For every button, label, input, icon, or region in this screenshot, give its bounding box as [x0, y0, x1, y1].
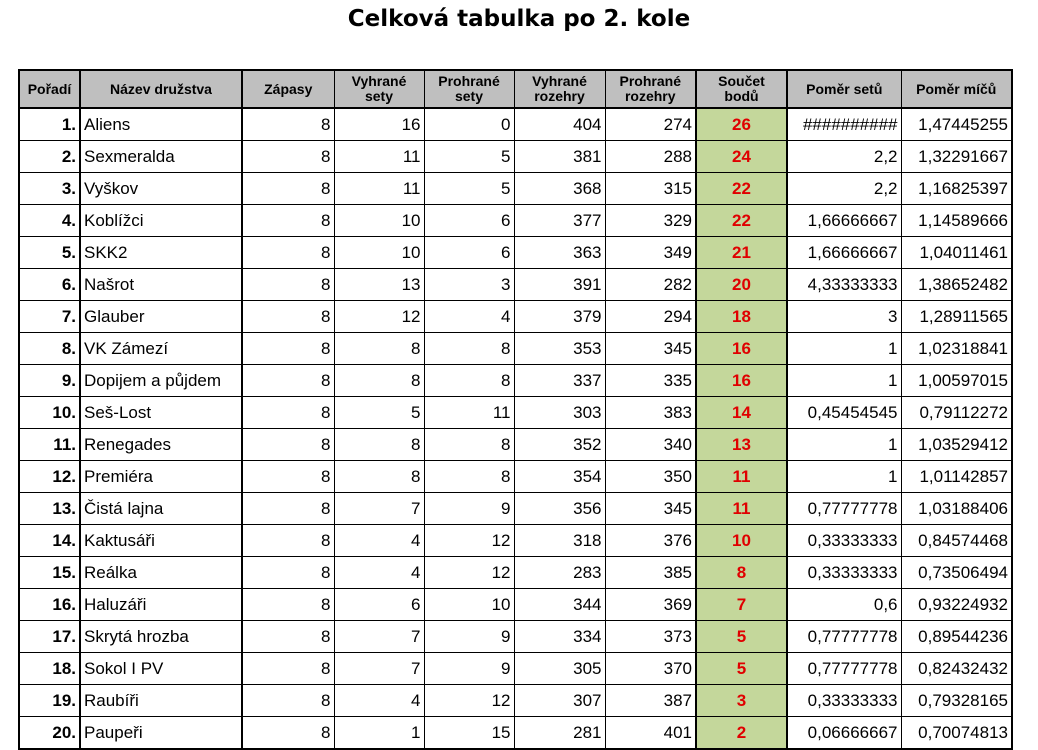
rallies-won-cell: 337	[514, 365, 605, 397]
rallies-won-cell: 344	[514, 589, 605, 621]
team-name-cell: Čistá lajna	[80, 493, 242, 525]
table-row	[19, 205, 1012, 237]
team-name-cell: VK Zámezí	[80, 333, 242, 365]
sets-lost-cell: 5	[424, 141, 514, 173]
rallies-lost-cell: 288	[605, 141, 696, 173]
rank-cell: 4.	[19, 205, 80, 237]
ball-ratio-cell: 0,84574468	[901, 525, 1012, 557]
table-row	[19, 108, 1012, 141]
sets-lost-cell: 15	[424, 717, 514, 750]
ball-ratio-cell: 1,16825397	[901, 173, 1012, 205]
sets-won-cell: 8	[334, 429, 424, 461]
matches-cell: 8	[242, 621, 334, 653]
points-cell: 11	[696, 493, 787, 525]
ball-ratio-cell: 1,01142857	[901, 461, 1012, 493]
ball-ratio-cell: 0,93224932	[901, 589, 1012, 621]
page-title: Celková tabulka po 2. kole	[347, 6, 691, 32]
header-row	[19, 70, 1012, 108]
rallies-won-cell: 368	[514, 173, 605, 205]
points-cell: 2	[696, 717, 787, 750]
sets-won-cell: 12	[334, 301, 424, 333]
rallies-lost-cell: 370	[605, 653, 696, 685]
sets-lost-cell: 10	[424, 589, 514, 621]
rallies-won-cell: 303	[514, 397, 605, 429]
matches-cell: 8	[242, 557, 334, 589]
table-row	[19, 717, 1012, 750]
rallies-lost-cell: 401	[605, 717, 696, 750]
rallies-won-cell: 363	[514, 237, 605, 269]
rank-cell: 13.	[19, 493, 80, 525]
points-cell: 18	[696, 301, 787, 333]
ball-ratio-cell: 1,03529412	[901, 429, 1012, 461]
matches-cell: 8	[242, 365, 334, 397]
team-name-cell: Sexmeralda	[80, 141, 242, 173]
rallies-lost-cell: 345	[605, 333, 696, 365]
points-cell: 5	[696, 653, 787, 685]
set-ratio-cell: 0,77777778	[787, 653, 901, 685]
sets-won-cell: 8	[334, 333, 424, 365]
points-cell: 24	[696, 141, 787, 173]
rallies-won-cell: 381	[514, 141, 605, 173]
set-ratio-cell: 0,33333333	[787, 557, 901, 589]
team-name-cell: Reálka	[80, 557, 242, 589]
sets-lost-cell: 9	[424, 621, 514, 653]
matches-cell: 8	[242, 205, 334, 237]
table-row	[19, 141, 1012, 173]
rank-cell: 15.	[19, 557, 80, 589]
matches-cell: 8	[242, 141, 334, 173]
rallies-lost-cell: 369	[605, 589, 696, 621]
set-ratio-cell: 0,33333333	[787, 525, 901, 557]
team-name-cell: Glauber	[80, 301, 242, 333]
col-header-ball-ratio: Poměr míčů	[901, 70, 1012, 108]
sets-lost-cell: 0	[424, 108, 514, 141]
matches-cell: 8	[242, 685, 334, 717]
points-cell: 16	[696, 333, 787, 365]
matches-cell: 8	[242, 108, 334, 141]
set-ratio-cell: 0,45454545	[787, 397, 901, 429]
table-row	[19, 493, 1012, 525]
set-ratio-cell: 0,06666667	[787, 717, 901, 750]
ball-ratio-cell: 0,73506494	[901, 557, 1012, 589]
matches-cell: 8	[242, 301, 334, 333]
points-cell: 13	[696, 429, 787, 461]
sets-won-cell: 16	[334, 108, 424, 141]
matches-cell: 8	[242, 525, 334, 557]
points-cell: 22	[696, 205, 787, 237]
sets-won-cell: 11	[334, 173, 424, 205]
ball-ratio-cell: 1,02318841	[901, 333, 1012, 365]
rallies-won-cell: 391	[514, 269, 605, 301]
set-ratio-cell: 4,33333333	[787, 269, 901, 301]
rank-cell: 6.	[19, 269, 80, 301]
ball-ratio-cell: 0,89544236	[901, 621, 1012, 653]
sets-won-cell: 4	[334, 525, 424, 557]
points-cell: 16	[696, 365, 787, 397]
table-row	[19, 429, 1012, 461]
sets-lost-cell: 9	[424, 653, 514, 685]
set-ratio-cell: 1	[787, 429, 901, 461]
team-name-cell: Aliens	[80, 108, 242, 141]
table-row	[19, 557, 1012, 589]
team-name-cell: Kaktusáři	[80, 525, 242, 557]
ball-ratio-cell: 0,79328165	[901, 685, 1012, 717]
sets-lost-cell: 12	[424, 525, 514, 557]
rallies-won-cell: 404	[514, 108, 605, 141]
set-ratio-cell: 1	[787, 461, 901, 493]
rank-cell: 10.	[19, 397, 80, 429]
col-header-rank: Pořadí	[19, 70, 80, 108]
team-name-cell: Renegades	[80, 429, 242, 461]
team-name-cell: Premiéra	[80, 461, 242, 493]
sets-lost-cell: 4	[424, 301, 514, 333]
points-cell: 8	[696, 557, 787, 589]
sets-lost-cell: 11	[424, 397, 514, 429]
rank-cell: 18.	[19, 653, 80, 685]
rank-cell: 7.	[19, 301, 80, 333]
sets-lost-cell: 8	[424, 461, 514, 493]
rallies-lost-cell: 329	[605, 205, 696, 237]
points-cell: 21	[696, 237, 787, 269]
ball-ratio-cell: 0,82432432	[901, 653, 1012, 685]
team-name-cell: Raubíři	[80, 685, 242, 717]
rallies-lost-cell: 387	[605, 685, 696, 717]
rallies-won-cell: 377	[514, 205, 605, 237]
sets-lost-cell: 6	[424, 205, 514, 237]
set-ratio-cell: 2,2	[787, 173, 901, 205]
rank-cell: 5.	[19, 237, 80, 269]
table-row	[19, 333, 1012, 365]
matches-cell: 8	[242, 461, 334, 493]
rallies-lost-cell: 294	[605, 301, 696, 333]
col-header-points: Součet bodů	[696, 70, 787, 108]
matches-cell: 8	[242, 653, 334, 685]
sets-won-cell: 6	[334, 589, 424, 621]
sets-won-cell: 8	[334, 461, 424, 493]
standings-table	[18, 69, 1013, 750]
team-name-cell: Našrot	[80, 269, 242, 301]
matches-cell: 8	[242, 397, 334, 429]
table-row	[19, 653, 1012, 685]
sets-won-cell: 13	[334, 269, 424, 301]
ball-ratio-cell: 0,70074813	[901, 717, 1012, 750]
rallies-lost-cell: 340	[605, 429, 696, 461]
rallies-lost-cell: 350	[605, 461, 696, 493]
sets-won-cell: 7	[334, 493, 424, 525]
ball-ratio-cell: 1,04011461	[901, 237, 1012, 269]
rallies-won-cell: 379	[514, 301, 605, 333]
team-name-cell: Sokol I PV	[80, 653, 242, 685]
sets-won-cell: 10	[334, 237, 424, 269]
points-cell: 10	[696, 525, 787, 557]
rallies-lost-cell: 385	[605, 557, 696, 589]
set-ratio-cell: 0,77777778	[787, 493, 901, 525]
rallies-lost-cell: 383	[605, 397, 696, 429]
sets-lost-cell: 5	[424, 173, 514, 205]
sets-lost-cell: 12	[424, 557, 514, 589]
rallies-lost-cell: 282	[605, 269, 696, 301]
rallies-won-cell: 334	[514, 621, 605, 653]
team-name-cell: SKK2	[80, 237, 242, 269]
ball-ratio-cell: 1,00597015	[901, 365, 1012, 397]
sets-won-cell: 5	[334, 397, 424, 429]
rallies-won-cell: 283	[514, 557, 605, 589]
set-ratio-cell: 0,77777778	[787, 621, 901, 653]
table-row	[19, 173, 1012, 205]
table-row	[19, 461, 1012, 493]
rallies-lost-cell: 376	[605, 525, 696, 557]
set-ratio-cell: 1	[787, 365, 901, 397]
sets-won-cell: 11	[334, 141, 424, 173]
rank-cell: 12.	[19, 461, 80, 493]
rallies-lost-cell: 345	[605, 493, 696, 525]
sets-won-cell: 7	[334, 621, 424, 653]
matches-cell: 8	[242, 333, 334, 365]
table-row	[19, 589, 1012, 621]
set-ratio-cell: 0,33333333	[787, 685, 901, 717]
rank-cell: 1.	[19, 108, 80, 141]
rallies-won-cell: 352	[514, 429, 605, 461]
set-ratio-cell: 3	[787, 301, 901, 333]
col-header-team: Název družstva	[80, 70, 242, 108]
team-name-cell: Koblížci	[80, 205, 242, 237]
table-body	[19, 108, 1012, 749]
sets-lost-cell: 8	[424, 333, 514, 365]
rallies-won-cell: 305	[514, 653, 605, 685]
table-row	[19, 397, 1012, 429]
ball-ratio-cell: 1,03188406	[901, 493, 1012, 525]
points-cell: 26	[696, 108, 787, 141]
ball-ratio-cell: 1,14589666	[901, 205, 1012, 237]
rank-cell: 20.	[19, 717, 80, 750]
team-name-cell: Paupeři	[80, 717, 242, 750]
matches-cell: 8	[242, 429, 334, 461]
points-cell: 20	[696, 269, 787, 301]
table-row	[19, 301, 1012, 333]
set-ratio-cell: ##########	[787, 108, 901, 141]
sets-won-cell: 4	[334, 685, 424, 717]
col-header-matches: Zápasy	[242, 70, 334, 108]
set-ratio-cell: 1	[787, 333, 901, 365]
rank-cell: 2.	[19, 141, 80, 173]
points-cell: 11	[696, 461, 787, 493]
table-row	[19, 269, 1012, 301]
points-cell: 22	[696, 173, 787, 205]
table-row	[19, 365, 1012, 397]
ball-ratio-cell: 1,38652482	[901, 269, 1012, 301]
rallies-won-cell: 356	[514, 493, 605, 525]
rallies-won-cell: 354	[514, 461, 605, 493]
set-ratio-cell: 1,66666667	[787, 205, 901, 237]
col-header-sets-lost: Prohrané sety	[424, 70, 514, 108]
col-header-set-ratio: Poměr setů	[787, 70, 901, 108]
table-row	[19, 525, 1012, 557]
rank-cell: 19.	[19, 685, 80, 717]
rallies-won-cell: 353	[514, 333, 605, 365]
matches-cell: 8	[242, 589, 334, 621]
set-ratio-cell: 0,6	[787, 589, 901, 621]
team-name-cell: Dopijem a půjdem	[80, 365, 242, 397]
rallies-won-cell: 318	[514, 525, 605, 557]
ball-ratio-cell: 1,28911565	[901, 301, 1012, 333]
points-cell: 3	[696, 685, 787, 717]
matches-cell: 8	[242, 493, 334, 525]
col-header-rallies-lost: Prohrané rozehry	[605, 70, 696, 108]
ball-ratio-cell: 1,32291667	[901, 141, 1012, 173]
rank-cell: 8.	[19, 333, 80, 365]
sets-lost-cell: 9	[424, 493, 514, 525]
table-row	[19, 237, 1012, 269]
matches-cell: 8	[242, 237, 334, 269]
ball-ratio-cell: 0,79112272	[901, 397, 1012, 429]
col-header-rallies-won: Vyhrané rozehry	[514, 70, 605, 108]
points-cell: 5	[696, 621, 787, 653]
points-cell: 14	[696, 397, 787, 429]
rank-cell: 3.	[19, 173, 80, 205]
sets-won-cell: 4	[334, 557, 424, 589]
table-row	[19, 685, 1012, 717]
team-name-cell: Seš-Lost	[80, 397, 242, 429]
team-name-cell: Skrytá hrozba	[80, 621, 242, 653]
set-ratio-cell: 2,2	[787, 141, 901, 173]
set-ratio-cell: 1,66666667	[787, 237, 901, 269]
team-name-cell: Vyškov	[80, 173, 242, 205]
sets-won-cell: 10	[334, 205, 424, 237]
points-cell: 7	[696, 589, 787, 621]
rallies-won-cell: 281	[514, 717, 605, 750]
rallies-lost-cell: 373	[605, 621, 696, 653]
table-row	[19, 621, 1012, 653]
col-header-sets-won: Vyhrané sety	[334, 70, 424, 108]
sets-won-cell: 8	[334, 365, 424, 397]
rank-cell: 11.	[19, 429, 80, 461]
rank-cell: 14.	[19, 525, 80, 557]
sets-lost-cell: 8	[424, 429, 514, 461]
sets-lost-cell: 6	[424, 237, 514, 269]
rallies-lost-cell: 274	[605, 108, 696, 141]
sets-won-cell: 7	[334, 653, 424, 685]
sets-lost-cell: 3	[424, 269, 514, 301]
sets-won-cell: 1	[334, 717, 424, 750]
rank-cell: 17.	[19, 621, 80, 653]
sets-lost-cell: 8	[424, 365, 514, 397]
sets-lost-cell: 12	[424, 685, 514, 717]
rallies-won-cell: 307	[514, 685, 605, 717]
rank-cell: 9.	[19, 365, 80, 397]
matches-cell: 8	[242, 269, 334, 301]
matches-cell: 8	[242, 173, 334, 205]
rallies-lost-cell: 335	[605, 365, 696, 397]
team-name-cell: Haluzáři	[80, 589, 242, 621]
rallies-lost-cell: 349	[605, 237, 696, 269]
rank-cell: 16.	[19, 589, 80, 621]
matches-cell: 8	[242, 717, 334, 750]
ball-ratio-cell: 1,47445255	[901, 108, 1012, 141]
rallies-lost-cell: 315	[605, 173, 696, 205]
